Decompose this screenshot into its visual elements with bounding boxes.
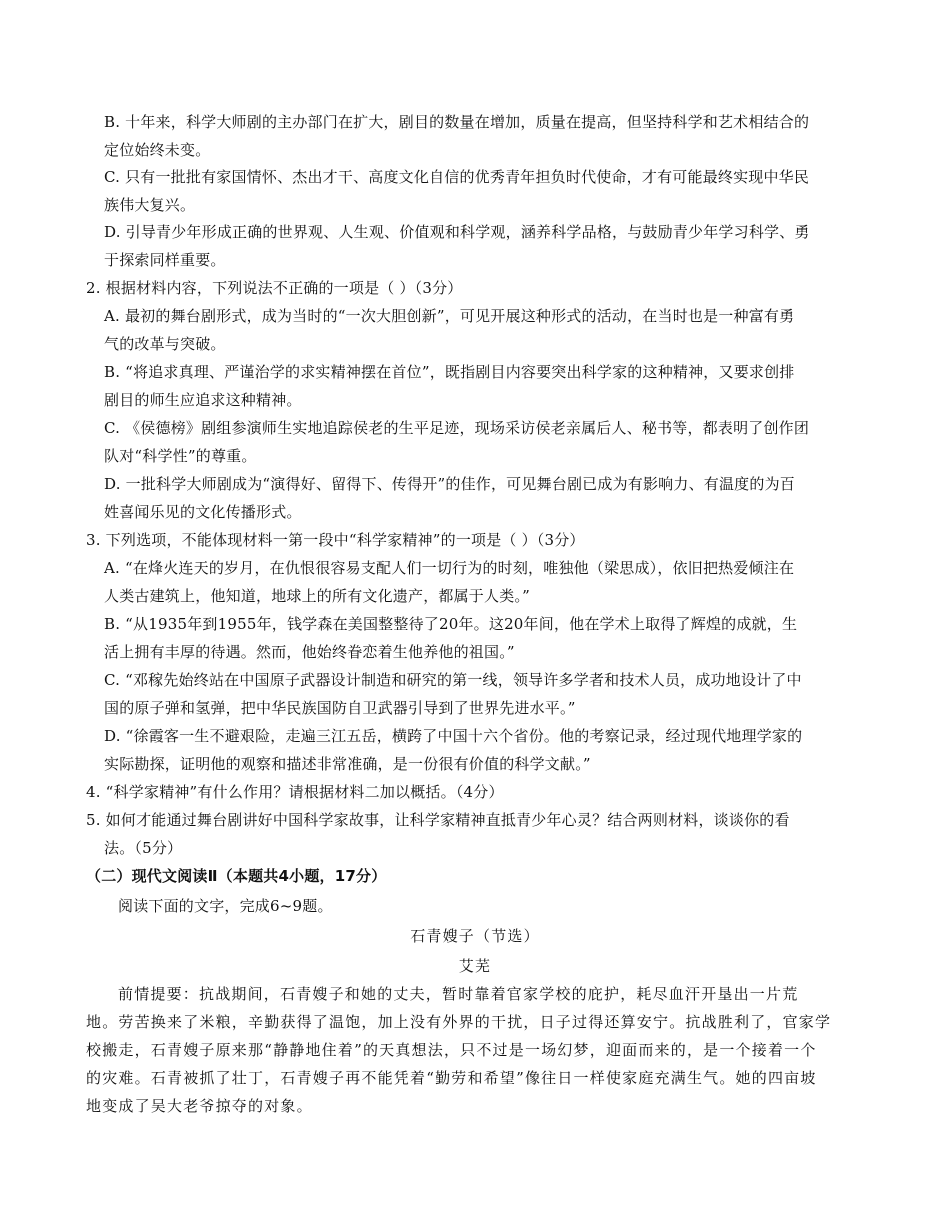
q3-option-c-line2: 国的原子弹和氢弹，把中华民族国防自卫武器引导到了世界先进水平。”: [104, 699, 576, 717]
q2-stem: 2. 根据材料内容，下列说法不正确的一项是（ ）（3分）: [86, 279, 463, 297]
reading-instruction: 阅读下面的文字，完成6~9题。: [118, 897, 333, 915]
q1-option-c-line1: C. 只有一批批有家国情怀、杰出才干、高度文化自信的优秀青年担负时代使命，才有可能最终实现中华民: [104, 168, 810, 186]
passage-line: 前情提要：抗战期间，石青嫂子和她的丈夫，暂时靠着官家学校的庇护，耗尽血汗开垦出一片荒: [118, 985, 799, 1003]
q2-option-c-line2: 队对“科学性”的尊重。: [104, 447, 257, 465]
q3-option-c-line1: C. “邓稼先始终站在中国原子武器设计制造和研究的第一线，领导许多学者和技术人员，成功地设计了中: [104, 671, 802, 689]
passage-title: 石青嫂子（节选）: [410, 927, 540, 945]
q1-option-b-line2: 定位始终未变。: [104, 141, 211, 159]
q3-option-b-line1: B. “从1935年到1955年，钱学森在美国整整待了20年。这20年间，他在学术上取得了辉煌的成就，生: [104, 615, 798, 633]
q3-option-d-line2: 实际勘探，证明他的观察和描述非常准确，是一份很有价值的科学文献。”: [104, 755, 591, 773]
passage-line: 地变成了吴大老爷掠夺的对象。: [86, 1097, 313, 1115]
q1-option-d-line1: D. 引导青少年形成正确的世界观、人生观、价值观和科学观，涵养科学品格，与鼓励青少年学习科学、勇: [104, 223, 810, 241]
q3-option-d-line1: D. “徐霞客一生不避艰险，走遍三江五岳，横跨了中国十六个省份。他的考察记录，经过现代地理学家的: [104, 727, 803, 745]
passage-line: 的灾难。石青被抓了壮丁，石青嫂子再不能凭着“勤劳和希望”像往日一样使家庭充满生气。她的四亩坡: [86, 1069, 817, 1087]
q5-stem-line1: 5. 如何才能通过舞台剧讲好中国科学家故事，让科学家精神直抵青少年心灵？结合两则材料，谈谈你的看: [86, 811, 790, 829]
q2-option-d-line1: D. 一批科学大师剧成为“演得好、留得下、传得开”的佳作，可见舞台剧已成为有影响力、有温度的为百: [104, 475, 795, 493]
q3-option-a-line2: 人类古建筑上，他知道，地球上的所有文化遗产，都属于人类。”: [104, 587, 530, 605]
q4-stem: 4. “科学家精神”有什么作用？请根据材料二加以概括。（4分）: [86, 783, 504, 801]
q2-option-a-line1: A. 最初的舞台剧形式，成为当时的“一次大胆创新”，可见开展这种形式的活动，在当时也是一种富有勇: [104, 307, 795, 325]
q2-option-c-line1: C. 《侯德榜》剧组参演师生实地追踪侯老的生平足迹，现场采访侯老亲属后人、秘书等，都表明了创作团: [104, 419, 810, 437]
q1-option-b-line1: B. 十年来，科学大师剧的主办部门在扩大，剧目的数量在增加，质量在提高，但坚持科学和艺术相结合的: [104, 113, 810, 131]
q2-option-b-line2: 剧目的师生应追求这种精神。: [104, 391, 302, 409]
passage-author: 艾芜: [458, 957, 492, 975]
q3-option-a-line1: A. “在烽火连天的岁月，在仇恨很容易支配人们一切行为的时刻，唯独他（梁思成），依旧把热爱倾注在: [104, 559, 795, 577]
passage-line: 地。劳苦换来了米粮，辛勤获得了温饱，加上没有外界的干扰，日子过得还算安宁。抗战胜利了，官家学: [86, 1013, 832, 1031]
q3-option-b-line2: 活上拥有丰厚的待遇。然而，他始终眷恋着生他养他的祖国。”: [104, 643, 515, 661]
q3-stem: 3. 下列选项，不能体现材料一第一段中“科学家精神”的一项是（ ）（3分）: [86, 531, 585, 549]
q1-option-d-line2: 于探索同样重要。: [104, 251, 226, 269]
passage-line: 校搬走，石青嫂子原来那“静静地住着”的天真想法，只不过是一场幻梦，迎面而来的，是一个接着一个: [86, 1041, 817, 1059]
section-heading: （二）现代文阅读Ⅱ（本题共4小题，17分）: [86, 867, 387, 885]
q2-option-d-line2: 姓喜闻乐见的文化传播形式。: [104, 503, 302, 521]
q2-option-a-line2: 气的改革与突破。: [104, 335, 226, 353]
q2-option-b-line1: B. “将追求真理、严谨治学的求实精神摆在首位”，既指剧目内容要突出科学家的这种精神，又要求创排: [104, 363, 795, 381]
q1-option-c-line2: 族伟大复兴。: [104, 196, 196, 214]
q5-stem-line2: 法。（5分）: [104, 839, 183, 857]
